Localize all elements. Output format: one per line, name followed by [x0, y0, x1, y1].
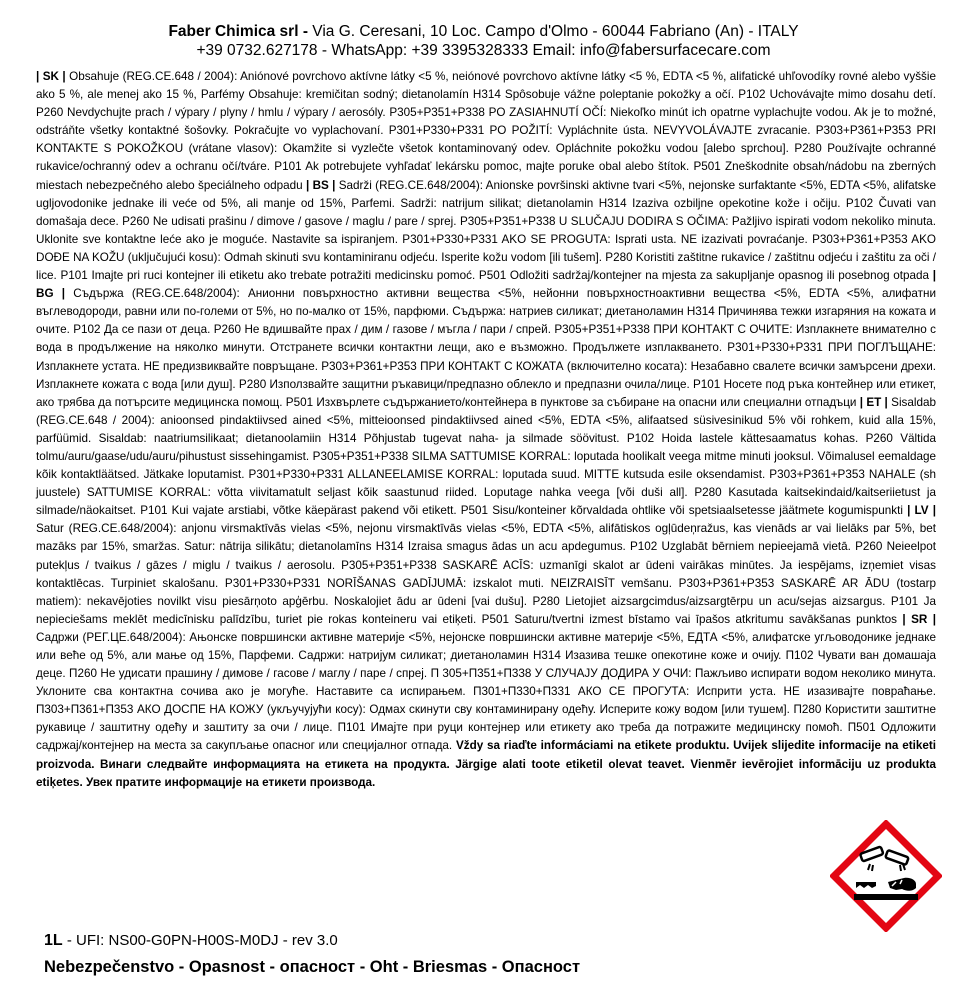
lang-tag-bg: | BG |: [36, 269, 936, 301]
lang-tag-sk: | SK |: [36, 70, 66, 83]
label-text-block: [36, 68, 936, 792]
section-text-bg: Съдържа (REG.CE.648/2004): Анионни повърхностно активни вещества <5%, нейонни повърхностноактивни вещества <5%, EDTA <5%, алифатни въглеводороди, равни или по-големи от 5%, но по-малко от 15%, парфюми. Съдържа: натриев силикат; диетаноламин H314 Причинява тежки изгаряния на кожата и очите. P102 Да се пази от деца. P260 Не вдишвайте прах / дим / газове / мъгла / пари / спрей. P305+P351+P338 ПРИ КОНТАКТ С ОЧИТЕ: Изплакнете внимателно с вода в продължение на няколко минути. Отстранете всички контактни лещи, ако е възможно. Продължете изплакването. P301+P330+P331 ПРИ ПОГЛЪЩАНЕ: Изплакнете устата. НЕ предизвиквайте повръщане. P303+P361+P353 ПРИ КОНТАКТ С КОЖАТА (включително косата): Незабавно свалете всички замърсени дрехи. Изплакнете кожата с вода [или душ]. P280 Използвайте защитни ръкавици/предпазно облекло и предпазни очила/лице. P101 Носете под ръка контейнер или етикет, ако трябва да потърсите медицинска помощ. P501 Изхвърлете съдържанието/контейнера в пунктове за събиране на опасни или специални отпадъци: [36, 287, 936, 409]
lang-tag-bs: | BS |: [306, 178, 336, 192]
company-address: Via G. Ceresani, 10 Loc. Campo d'Olmo - 60044 Fabriano (An) - ITALY: [307, 23, 799, 40]
section-text-sr: Садржи (РЕГ.ЦЕ.648/2004): Ањонске површински активне материје <5%, нејонске површински активне материје <5%, ЕДТА <5%, алифатске угљоводонике једнаке или веће од 5%, али мање од 15%, Парфеми. Садржи: натријум силикат; диетаноламин H314 Изазива тешке опекотине коже и очију. П102 Чувати ван домашаја деце. П260 Не удисати прашину / димове / гасове / маглу / паре / спреј. П 305+П351+П338 У СЛУЧАЈУ ДОДИРА У ОЧИ: Пажљиво испирати водом неколико минута. Уклоните сва контактна сочива ако је могуће. Наставите са испирањем. П301+П330+П331 АКО СЕ ПРОГУТА: Исприти уста. НЕ изазивајте повраћање. П303+П361+П353 АКО ДОСПЕ НА КОЖУ (укључујући косу): Одмах скинути сву контаминирану одећу. Исперите кожу водом [или тушем]. П280 Користити заштитне рукавице / заштитну одећу и заштиту за очи / лице. П101 Имајте при руци контејнер или етикету ако треба да потражите медицинску помоћ. П501 Одложити садржај/контејнер на места за сакупљање опасног или специјалног отпада.: [36, 630, 936, 753]
corrosion-pictogram: [830, 820, 942, 932]
section-text-lv: Satur (REG.CE.648/2004): anjonu virsmaktīvās vielas <5%, nejonu virsmaktīvās vielas <5%, EDTA <5%, alifātiskos ogļūdeņražus, kas vienāds ar vai lielāks par 5%, bet mazāks par 15%, smaržas. Satur: nātrija silikātu; dietanolamīns H314 Izraisa smagus ādas un acu apdegumus. P102 Uzglabāt bērniem nepieejamā vietā. P260 Neieelpot putekļus / tvaikus / gāzes / miglu / tvaikus / aerosolu. P305+P351+P338 SASKARĒ ACĪS: uzmanīgi skalot ar ūdeni vairākas minūtes. Ja iespējams, izņemiet visas kontaktlēcas. Turpiniet skalošanu. P301+P330+P331 NORĪŠANAS GADĪJUMĀ: izskalot muti. NEIZRAISĪT vemšanu. P303+P361+P353 SASKARĒ AR ĀDU (tostarp matiem): nekavējoties novilkt visu piesārņoto apģērbu. Noskalojiet ādu ar ūdeni [vai dušu]. P280 Lietojiet aizsargcimdus/aizsargtērpu un acu/sejas aizsargus. P101 Ja nepieciešams meklēt medicīnisku palīdzību, turiet pie rokas konteineru vai etiķeti. P501 Saturu/tvertni izmest bīstamo vai īpašos atkritumu savākšanas punktos: [36, 522, 936, 626]
section-text-bs: Sadrži (REG.CE.648/2004): Anionske površinski aktivne tvari <5%, nejonske surfaktante <5%, EDTA <5%, alifatske ugljovodonike jednake ili veće od 5%, ali manje od 15%, Parfemi. Sadrži: natrijum silikat; dietanolamin H314 Izaziva ozbiljne opekotine kože i očiju. P102 Čuvati van domašaja dece. P260 Ne udisati prašinu / dimove / gasove / maglu / pare / sprej. P305+P351+P338 U SLUČAJU DODIRA S OČIMA: Pažljivo ispirati vodom nekoliko minuta. Uklonite sve kontaktne leće ako je moguće. Nastavite sa ispiranjem. P301+P330+P331 AKO SE PROGUTA: Isprati usta. NE izazivati povraćanje. P303+P361+P353 AKO DOĐE NA KOŽU (uključujući kosu): Odmah skinuti svu kontaminiranu odjeću. Isperite kožu vodom [ili tušem]. P280 Koristiti zaštitne rukavice / zaštitnu odjeću i zaštitu za oči / lice. P101 Imajte pri ruci kontejner ili etiketu ako trebate potražiti medicinsku pomoć. P501 Odložiti sadržaj/kontejner na mjesta za sakupljanje opasnog ili posebnog otpada: [36, 178, 936, 283]
ufi-code: - UFI: NS00-G0PN-H00S-M0DJ - rev 3.0: [62, 932, 338, 949]
signal-word: Nebezpečenstvo - Opasnost - опасност - Oht - Briesmas - Опасност: [44, 958, 581, 976]
volume-label: 1L: [44, 932, 63, 949]
lang-tag-sr: | SR |: [902, 612, 936, 626]
lang-tag-et: | ET |: [859, 395, 888, 409]
company-header: [0, 22, 967, 60]
company-name: Faber Chimica srl -: [168, 23, 308, 40]
company-line: [0, 22, 967, 41]
section-text-sk: Obsahuje (REG.CE.648 / 2004): Aniónové povrchovo aktívne látky <5 %, neiónové povrchovo aktívne látky <5 %, EDTA <5 %, alifatické uhľovodíky rovné alebo vyššie ako 5 %, ale menej ako 15 %, Parfémy Obsahuje: kremičitan sodný; dietanolamín H314 Spôsobuje vážne poleptanie pokožky a očí. P102 Uchovávajte mimo dosahu detí. P260 Nevdychujte prach / výpary / plyny / hmlu / výpary / aerosóly. P305+P351+P338 PO ZASIAHNUTÍ OČÍ: Niekoľko minút ich opatrne vyplachujte vodou. Ak je to možné, odstráňte všetky kontaktné šošovky. Pokračujte vo vyplachovaní. P301+P330+P331 PO POŽITÍ: Vypláchnite ústa. NEVYVOLÁVAJTE zvracanie. P303+P361+P353 PRI KONTAKTE S POKOŽKOU (vrátane vlasov): Okamžite si vyzlečte všetok kontaminovaný odev. Opláchnite pokožku vodou [alebo sprchou]. P280 Používajte ochranné rukavice/ochranný odev a ochranu očí/tváre. P101 Ak potrebujete vyhľadať lekársku pomoc, majte poruke obal alebo štítok. P501 Zneškodnite obsah/nádobu na zberných miestach nebezpečného alebo špeciálneho odpadu: [36, 70, 936, 192]
ufi-line: [44, 932, 338, 950]
section-text-et: Sisaldab (REG.CE.648 / 2004): anioonsed pindaktiivsed ained <5%, mitteioonsed pindaktiivsed ained <5%, EDTA <5%, alifaatsed süsivesinikud 5% või rohkem, kuid alla 15%, parfüümid. Sisaldab: naatriumsilikaat; dietanoolamiin H314 Põhjustab tugevat naha- ja silmade söövitust. P102 Hoida lastele kättesaamatus kohas. P260 Vältida tolmu/auru/gaase/udu/auru/pihustust sissehingamist. P305+P351+P338 SILMA SATTUMISE KORRAL: loputada hoolikalt veega mitme minuti jooksul. Võimalusel eemaldage kõik kontaktläätsed. Jätkake loputamist. P301+P330+P331 ALLANEELAMISE KORRAL: loputada suud. MITTE kutsuda esile oksendamist. P303+P361+P353 NAHALE (sh juustele) SATTUMISE KORRAL: võtta viivitamatult seljast kõik saastunud riided. Loputage nahka veega [või duši all]. P280 Kasutada kaitsekindaid/kaitseriietust ja silmade/näokaitset. P101 Kui vajate arstiabi, võtke käepärast pakend või etikett. P501 Sisu/konteiner kõrvaldada ohtlike või spetsiaalsetesse jäätmete kogumispunkti: [36, 395, 936, 518]
corrosion-icon: [830, 820, 942, 932]
closing-instructions: Vždy sa riaďte informáciami na etikete produktu. Uvijek slijedite informacije na etiketi proizvoda. Винаги следвайте информацията на етикета на продукта. Järgige alati toote etiketil olevat teavet. Vienmēr ievērojiet informāciju uz produkta etiķetes. Увек пратите информације на етикети производа.: [36, 739, 936, 789]
lang-tag-lv: | LV |: [907, 504, 937, 518]
company-contact: +39 0732.627178 - WhatsApp: +39 3395328333 Email: info@fabersurfacecare.com: [196, 42, 771, 59]
